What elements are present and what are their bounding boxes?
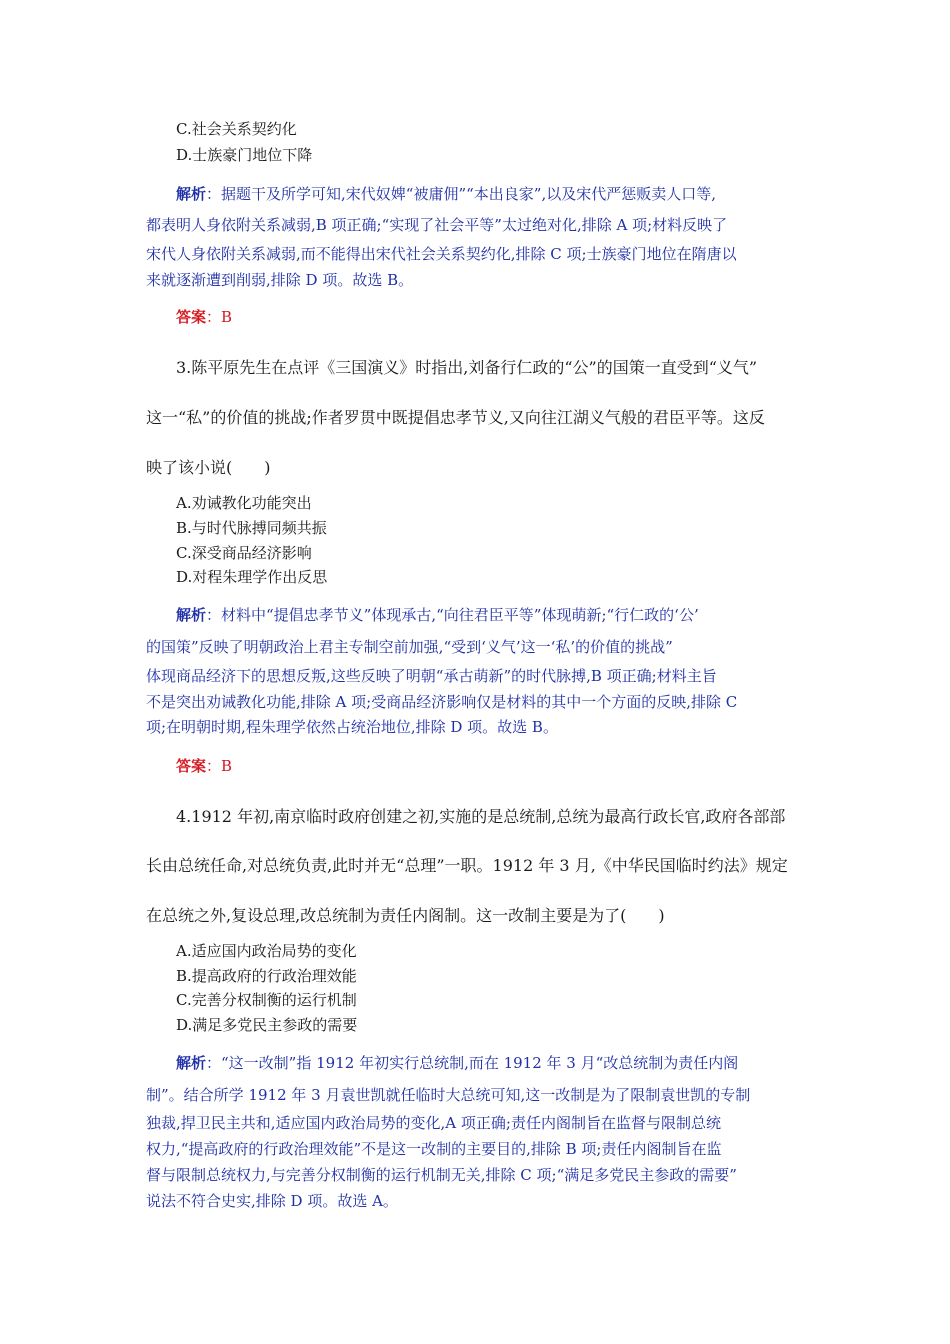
q3-explanation-line-2: 的国策”反映了明朝政治上君主专制空前加强,“受到‘义气’这一‘私’的价值的挑战” [146,638,673,656]
q4-stem-line-3: 在总统之外,复设总理,改总统制为责任内阁制。这一改制主要是为了( ) [146,906,665,925]
q4-stem-line-2: 长由总统任命,对总统负责,此时并无“总理”一职。1912 年 3 月,《中华民国临时约法》规定 [146,856,788,875]
q2-explanation-line-4: 来就逐渐遭到削弱,排除 D 项。故选 B。 [146,271,414,289]
q4-stem-line-1: 4.1912 年初,南京临时政府创建之初,实施的是总统制,总统为最高行政长官,政府各部部 [176,807,786,826]
q2-answer-label: 答案 [176,308,207,326]
q4-option-c: C.完善分权制衡的运行机制 [176,991,357,1009]
q2-explanation-line-2: 都表明人身依附关系减弱,B 项正确;“实现了社会平等”太过绝对化,排除 A 项;材料反映了 [146,216,728,234]
q4-explanation-line-6: 说法不符合史实,排除 D 项。故选 A。 [146,1192,398,1210]
q4-option-d: D.满足多党民主参政的需要 [176,1016,358,1034]
q2-option-d: D.士族豪门地位下降 [176,146,313,164]
q4-explanation-line-3: 独裁,捍卫民主共和,适应国内政治局势的变化,A 项正确;责任内阁制旨在监督与限制总统 [146,1114,721,1132]
q3-explanation-line-4: 不是突出劝诫教化功能,排除 A 项;受商品经济影响仅是材料的其中一个方面的反映,排除 C [146,693,738,711]
q4-explanation-line-4: 权力,“提高政府的行政治理效能”不是这一改制的主要目的,排除 B 项;责任内阁制旨在监 [146,1140,722,1158]
q2-option-c: C.社会关系契约化 [176,120,297,138]
q3-answer [176,755,232,776]
q3-answer-label: 答案 [176,757,207,775]
q2-explanation-line-3: 宋代人身依附关系减弱,而不能得出宋代社会关系契约化,排除 C 项;士族豪门地位在隋唐以 [146,245,737,263]
q4-explanation-label: 解析 [176,1054,207,1072]
q4-option-b: B.提高政府的行政治理效能 [176,967,357,985]
q3-stem-line-3: 映了该小说( ) [146,458,271,477]
q4-option-a: A.适应国内政治局势的变化 [176,942,357,960]
q3-explanation-line-5: 项;在明朝时期,程朱理学依然占统治地位,排除 D 项。故选 B。 [146,718,558,736]
q3-option-c: C.深受商品经济影响 [176,544,312,562]
q4-explanation-line-2: 制”。结合所学 1912 年 3 月袁世凯就任临时大总统可知,这一改制是为了限制袁世凯的专制 [146,1086,751,1104]
q2-answer [176,306,232,327]
q3-option-a: A.劝诫教化功能突出 [176,494,312,512]
q4-explanation-line-5: 督与限制总统权力,与完善分权制衡的运行机制无关,排除 C 项;“满足多党民主参政的需要” [146,1166,737,1184]
q3-option-b: B.与时代脉搏同频共振 [176,519,327,537]
q2-answer-value: ：B [206,308,233,326]
q3-explanation-line-3: 体现商品经济下的思想反叛,这些反映了明朝“承古萌新”的时代脉搏,B 项正确;材料主旨 [146,667,717,685]
q3-stem-line-2: 这一“私”的价值的挑战;作者罗贯中既提倡忠孝节义,又向往江湖义气般的君臣平等。这反 [146,408,765,427]
q3-explanation-line-1: 解析：材料中“提倡忠孝节义”体现承古,“向往君臣平等”体现萌新;“行仁政的‘公’ [176,606,699,624]
q2-explanation-line-1: 解析：据题干及所学可知,宋代奴婢“被庸佣”“本出良家”,以及宋代严惩贩卖人口等, [176,185,716,203]
q3-option-d: D.对程朱理学作出反思 [176,568,328,586]
q4-explanation-line-1: 解析：“这一改制”指 1912 年初实行总统制,而在 1912 年 3 月“改总统制为责任内阁 [176,1054,739,1072]
q3-stem-line-1: 3.陈平原先生在点评《三国演义》时指出,刘备行仁政的“公”的国策一直受到“义气” [176,358,758,377]
q3-explanation-label: 解析 [176,606,207,624]
q2-explanation-label: 解析 [176,185,207,203]
q3-answer-value: ：B [206,757,233,775]
